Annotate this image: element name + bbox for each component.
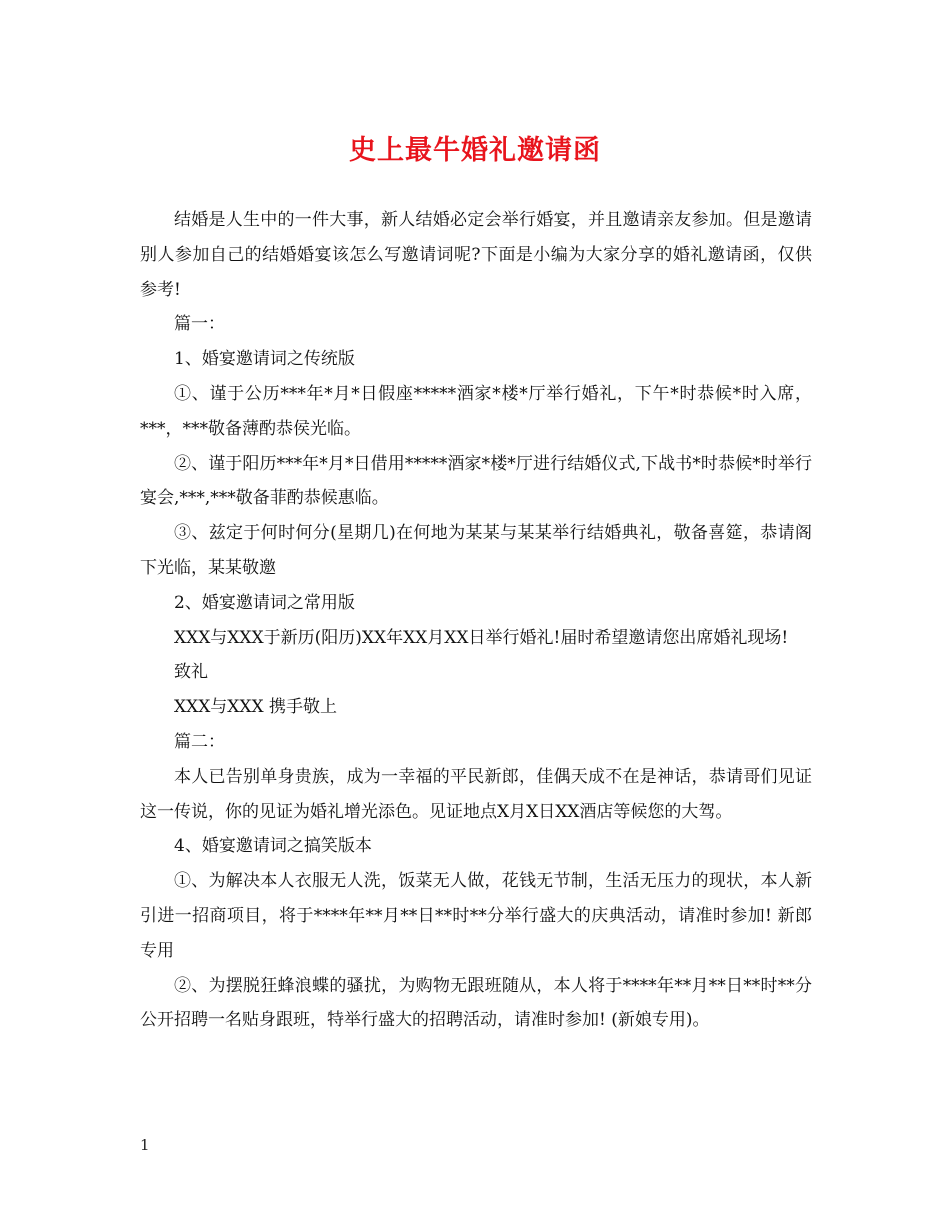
paragraph: ②、谨于阳历***年*月*日借用*****酒家*楼*厅进行结婚仪式,下战书*时恭候*时举行宴会,***,***敬备菲酌恭候惠临。 [140, 453, 812, 509]
paragraph: XXX与XXX于新历(阳历)XX年XX月XX日举行婚礼!届时希望邀请您出席婚礼现场! [174, 627, 789, 648]
page-title: 史上最牛婚礼邀请函 [349, 135, 601, 166]
paragraph: 致礼 [174, 662, 208, 683]
paragraph-subheading: 1、婚宴邀请词之传统版 [174, 349, 355, 370]
paragraph-subheading: 2、婚宴邀请词之常用版 [174, 592, 355, 613]
paragraph-intro: 结婚是人生中的一件大事，新人结婚必定会举行婚宴，并且邀请亲友参加。但是邀请别人参加自己的结婚婚宴该怎么写邀请词呢?下面是小编为大家分享的婚礼邀请函，仅供参考! [140, 210, 812, 300]
paragraph: 本人已告别单身贵族，成为一幸福的平民新郎，佳偶天成不在是神话，恭请哥们见证这一传说，你的见证为婚礼增光添色。见证地点X月X日XX酒店等候您的大驾。 [140, 766, 812, 822]
paragraph-section-heading: 篇一： [174, 314, 225, 335]
paragraph-subheading: 4、婚宴邀请词之搞笑版本 [174, 836, 372, 857]
paragraph: ①、为解决本人衣服无人洗，饭菜无人做，花钱无节制，生活无压力的现状，本人新引进一招商项目，将于****年**月**日**时**分举行盛大的庆典活动，请准时参加! 新郎专用 [140, 871, 812, 961]
paragraph: ①、谨于公历***年*月*日假座*****酒家*楼*厅举行婚礼，下午*时恭候*时入席，***，***敬备薄酌恭侯光临。 [140, 383, 812, 439]
paragraph-section-heading: 篇二： [174, 731, 225, 752]
page-number: 1 [140, 1136, 150, 1154]
document-body [140, 203, 812, 1038]
paragraph: ③、兹定于何时何分(星期几)在何地为某某与某某举行结婚典礼，敬备喜筵，恭请阁下光临，某某敬邀 [140, 523, 812, 578]
paragraph: ②、为摆脱狂蜂浪蝶的骚扰，为购物无跟班随从，本人将于****年**月**日**时**分公开招聘一名贴身跟班，特举行盛大的招聘活动，请准时参加! (新娘专用)。 [140, 975, 812, 1031]
paragraph: XXX与XXX 携手敬上 [174, 697, 338, 718]
